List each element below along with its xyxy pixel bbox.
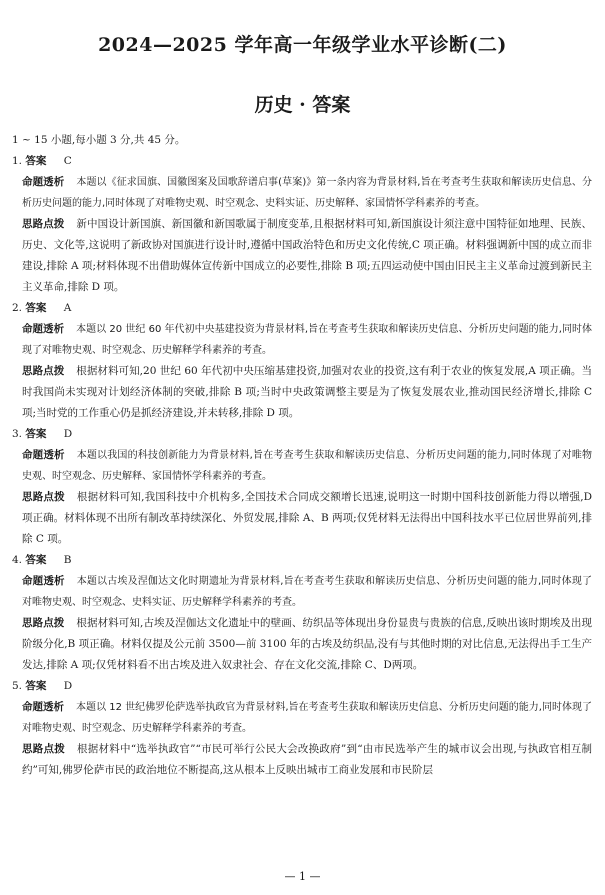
analysis-text: 本题以 12 世纪佛罗伦萨选举执政官为背景材料,旨在考查考生获取和解读历史信息、分析历史问题的能力,同时体现了对唯物史观、时空观念、历史解释学科素养的考查。 xyxy=(22,702,592,734)
approach-label: 思路点拨 xyxy=(22,491,65,503)
analysis-paragraph xyxy=(12,319,592,361)
question-number: 4. xyxy=(12,554,23,566)
analysis-text: 本题以我国的科技创新能力为背景材料,旨在考查考生获取和解读历史信息、分析历史问题的能力,同时体现了对唯物史观、时空观念、历史解释、家国情怀学科素养的考查。 xyxy=(22,450,592,482)
question-number: 5. xyxy=(12,680,23,692)
document-title: 2024—2025 学年高一年级学业水平诊断(二) xyxy=(98,34,507,56)
answer-value: A xyxy=(63,302,72,314)
approach-text: 根据材料可知,古埃及涅伽达文化遗址中的壁画、纺织品等体现出身份显贵与贵族的信息,反映出该时期埃及出现阶级分化,B 项正确。材料仅提及公元前 3500—前 3100 年的古埃及纺织品,没有与其他时期的对比信息,无法得出手工生产发达,排除 A 项;仅凭材料看不出古埃及进入奴隶社会、存在文化交流,排除 C、D两项。 xyxy=(22,617,592,671)
analysis-label: 命题透析 xyxy=(22,449,65,461)
answer-line xyxy=(12,676,592,697)
approach-paragraph xyxy=(12,487,592,550)
analysis-paragraph xyxy=(12,172,592,214)
answer-label: 答案 xyxy=(25,302,47,314)
question-3 xyxy=(12,424,592,550)
analysis-label: 命题透析 xyxy=(22,701,65,713)
approach-text: 根据材料可知,20 世纪 60 年代初中央压缩基建投资,加强对农业的投资,这有利于农业的恢复发展,A 项正确。当时我国尚未实现对计划经济体制的突破,排除 B 项;当时中央政策调整主要是为了恢复发展农业,推动国民经济增长,排除 C 项;当时党的工作重心仍是抓经济建设,并未转移,排除 D 项。 xyxy=(22,365,593,419)
approach-label: 思路点拨 xyxy=(22,365,65,377)
analysis-paragraph xyxy=(12,445,592,487)
approach-label: 思路点拨 xyxy=(22,218,65,230)
approach-text: 根据材料中“选举执政官”“市民可举行公民大会改换政府”到“由市民选举产生的城市议会出现,与执政官相互制约”可知,佛罗伦萨市民的政治地位不断提高,这从根本上反映出城市工商业发展和市民阶层 xyxy=(22,743,592,776)
question-4 xyxy=(12,550,592,676)
answer-value: D xyxy=(63,680,73,692)
answer-value: C xyxy=(63,155,72,167)
answer-label: 答案 xyxy=(25,155,47,167)
analysis-text: 本题以 20 世纪 60 年代初中央基建投资为背景材料,旨在考查考生获取和解读历史信息、分析历史问题的能力,同时体现了对唯物史观、时空观念、历史解释学科素养的考查。 xyxy=(22,324,592,356)
question-1 xyxy=(12,151,592,298)
question-number: 2. xyxy=(12,302,23,314)
approach-text: 根据材料可知,我国科技中介机构多,全国技术合同成交额增长迅速,说明这一时期中国科技创新能力得以增强,D 项正确。材料体现不出所有制改革持续深化、外贸发展,排除 A、B 两项;仅凭材料无法得出中国科技水平已位居世界前列,排除 C 项。 xyxy=(22,491,592,545)
approach-paragraph xyxy=(12,214,592,298)
page-number: — 1 — xyxy=(284,870,321,883)
analysis-paragraph xyxy=(12,697,592,739)
approach-label: 思路点拨 xyxy=(22,617,65,629)
approach-paragraph xyxy=(12,739,592,781)
analysis-label: 命题透析 xyxy=(22,323,65,335)
answer-value: B xyxy=(63,554,72,566)
approach-paragraph xyxy=(12,361,592,424)
answer-line xyxy=(12,298,592,319)
analysis-text: 本题以《征求国旗、国徽图案及国歌辞谱启事(草案)》第一条内容为背景材料,旨在考查考生获取和解读历史信息、分析历史问题的能力,同时体现了对唯物史观、时空观念、史料实证、历史解释、家国情怀学科素养的考查。 xyxy=(22,177,592,209)
section-intro: 1 ~ 15 小题,每小题 3 分,共 45 分。 xyxy=(12,134,186,146)
approach-paragraph xyxy=(12,613,592,676)
analysis-label: 命题透析 xyxy=(22,575,65,587)
question-5 xyxy=(12,676,592,781)
answer-value: D xyxy=(63,428,73,440)
answer-line xyxy=(12,424,592,445)
analysis-text: 本题以古埃及涅伽达文化时期遗址为背景材料,旨在考查考生获取和解读历史信息、分析历史问题的能力,同时体现了对唯物史观、时空观念、史料实证、历史解释学科素养的考查。 xyxy=(22,576,592,608)
approach-label: 思路点拨 xyxy=(22,743,66,755)
question-number: 1. xyxy=(12,155,23,167)
answer-content xyxy=(12,130,592,781)
subject-title: 历史 · 答案 xyxy=(254,94,351,116)
answer-line xyxy=(12,550,592,571)
answer-label: 答案 xyxy=(25,680,47,692)
answer-label: 答案 xyxy=(25,428,47,440)
question-number: 3. xyxy=(12,428,23,440)
analysis-label: 命题透析 xyxy=(22,176,65,188)
approach-text: 新中国设计新国旗、新国徽和新国歌属于制度变革,且根据材料可知,新国旗设计须注意中国特征如地理、民族、历史、文化等,这说明了新政协对国旗进行设计时,遵循中国政治特色和历史文化传统,C 项正确。材料强调新中国的成立而非建设,排除 A 项;材料体现不出借助媒体宣传新中国成立的必要性,排除 B 项;五四运动使中国由旧民主主义革命过渡到新民主主义革命,排除 D 项。 xyxy=(22,218,592,293)
question-2 xyxy=(12,298,592,424)
analysis-paragraph xyxy=(12,571,592,613)
answer-label: 答案 xyxy=(25,554,47,566)
answer-line xyxy=(12,151,592,172)
